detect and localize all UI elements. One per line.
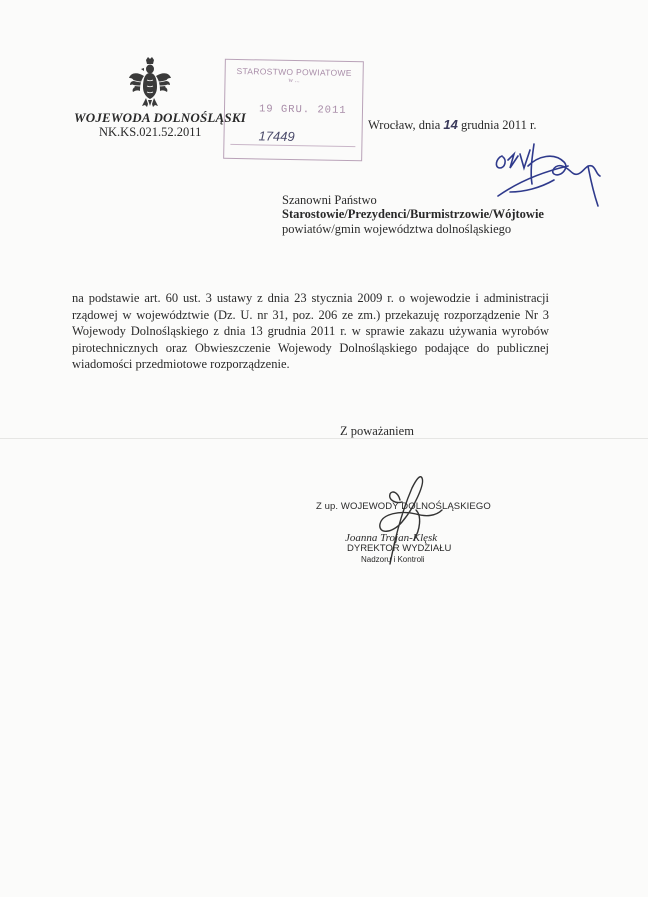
on-behalf-line: Z up. WOJEWODY DOLNOŚLĄSKIEGO	[316, 501, 491, 512]
sender-title: WOJEWODA DOLNOŚLĄSKI	[74, 110, 246, 125]
date-prefix: Wrocław, dnia	[368, 118, 441, 132]
signer-department: Nadzoru i Kontroli	[361, 555, 425, 564]
stamp-office: STAROSTWO POWIATOWE	[236, 66, 352, 79]
stamp-office-sub: w ...	[288, 76, 300, 85]
signer-name: Joanna Trojan-Klęsk	[345, 532, 438, 544]
salutation: Szanowni Państwo	[282, 193, 377, 207]
recipients-sub: powiatów/gmin województwa dolnośląskiego	[282, 222, 512, 236]
stamp-divider	[230, 144, 355, 147]
page-fold-line	[0, 438, 648, 439]
signer-role: DYREKTOR WYDZIAŁU	[347, 543, 452, 554]
body-paragraph: na podstawie art. 60 ust. 3 ustawy z dnia 23 stycznia 2009 r. o wojewodzie i administracji rządowej w województwie (Dz. U. nr 31, poz. 206 ze zm.) przekazuję rozporządzenie Nr 3 Wojewody Dolnośląskiego z dnia 13 grudnia 2011 r. w sprawie zakazu używania wyrobów pirotechnicznych oraz Obwieszczenie Wojewody Dolnośląskiego podające do publicznej wiadomości przedmiotowe rozporządzenie.	[72, 291, 549, 371]
reference-number: NK.KS.021.52.2011	[99, 125, 202, 139]
date-day: 14	[443, 117, 458, 132]
date-suffix: grudnia 2011 r.	[460, 118, 537, 132]
closing-phrase: Z poważaniem	[340, 424, 414, 438]
handwritten-initials-signature	[488, 136, 608, 216]
eagle-emblem-icon	[128, 56, 172, 108]
recipients: Starostowie/Prezydenci/Burmistrzowie/Wójtowie	[282, 207, 544, 221]
place-date-line	[368, 117, 537, 133]
stamp-entry-number: 17449	[258, 128, 295, 145]
registry-stamp	[223, 59, 364, 161]
stamp-received-date: 19 GRU. 2011	[258, 103, 347, 117]
